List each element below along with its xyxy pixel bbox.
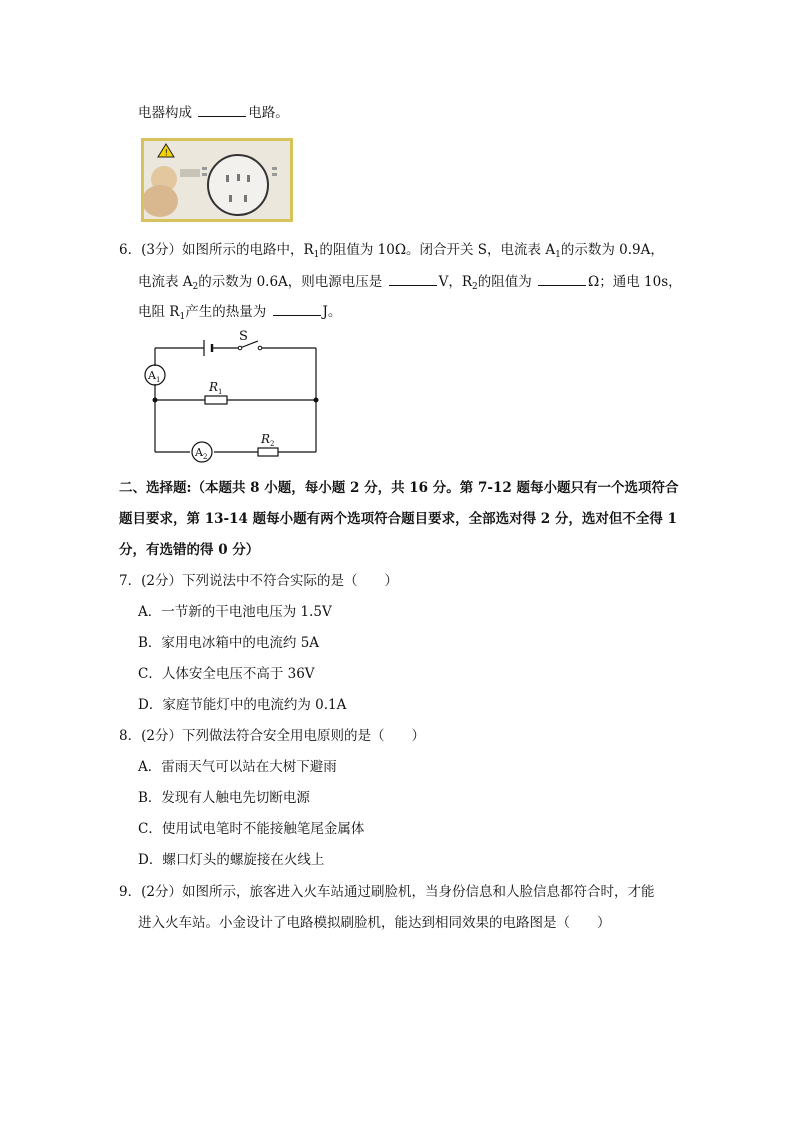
ammeter-a2-label: A: [195, 446, 203, 459]
section-2-heading-line-1: 二、选择题:（本题共 8 小题，每小题 2 分，共 16 分。第 7-12 题每小题只有一个选项符合: [119, 480, 679, 496]
q7-option-d: D．家庭节能灯中的电流约为 0.1A: [138, 697, 347, 713]
q6-line-1: 6．(3分）如图所示的电路中，$R_1$的阻值为 10Ω。闭合开关 S，电流表 $A_1$的示数为 0.9A，: [119, 242, 664, 260]
intro-line: 电器构成 电路。: [138, 105, 289, 121]
svg-text:1: 1: [218, 388, 223, 396]
answer-blank: [389, 273, 437, 286]
q9-line-1: 9．(2分）如图所示，旅客进入火车站通过刷脸机，当身份信息和人脸信息都符合时，才能: [119, 884, 655, 900]
junction-left: [153, 398, 158, 403]
svg-text:2: 2: [203, 453, 208, 461]
q8-option-b: B．发现有人触电先切断电源: [138, 790, 310, 806]
answer-blank: [273, 303, 321, 316]
answer-blank: [198, 104, 246, 117]
svg-text:2: 2: [270, 440, 275, 448]
ammeter-a1-label: A: [148, 369, 156, 382]
svg-text:1: 1: [156, 376, 161, 384]
q7-option-b: B．家用电冰箱中的电流约 5A: [138, 635, 320, 651]
q8-option-d: D．螺口灯头的螺旋接在火线上: [138, 852, 325, 868]
q7-option-c: C．人体安全电压不高于 36V: [138, 666, 315, 682]
resistor-r2-label: R: [261, 432, 271, 446]
q8-option-a: A．雷雨天气可以站在大树下避雨: [138, 759, 337, 775]
socket-warning-photo: [141, 138, 293, 222]
section-2-heading-line-3: 分，有选错的得 0 分）: [119, 542, 260, 558]
junction-right: [314, 398, 319, 403]
q6-line-3: 电阻 $R_1$产生的热量为 J。: [138, 304, 342, 322]
q7-stem: 7．(2分）下列说法中不符合实际的是（ ）: [119, 573, 398, 589]
q6-line-2: 电流表 $A_2$的示数为 0.6A，则电源电压是 V，$R_2$的阻值为 Ω；通电 10s，: [138, 274, 682, 292]
switch-contact: [258, 346, 262, 350]
socket-illustration: [144, 141, 290, 219]
q9-line-2: 进入火车站。小金设计了电路模拟刷脸机，能达到相同效果的电路图是（ ）: [138, 915, 611, 931]
answer-blank: [538, 273, 586, 286]
resistor-r1-label: R: [209, 380, 219, 394]
q8-option-c: C．使用试电笔时不能接触笔尾金属体: [138, 821, 365, 837]
q7-option-a: A．一节新的干电池电压为 1.5V: [138, 604, 332, 620]
svg-text:!: !: [164, 148, 169, 159]
circuit-diagram: [138, 330, 328, 470]
q8-stem: 8．(2分）下列做法符合安全用电原则的是（ ）: [119, 728, 425, 744]
switch-pivot: [238, 346, 242, 350]
switch-label: S: [239, 330, 248, 344]
section-2-heading-line-2: 题目要求，第 13-14 题每小题有两个选项符合题目要求，全部选对得 2 分，选对但不全得 1: [119, 511, 677, 527]
